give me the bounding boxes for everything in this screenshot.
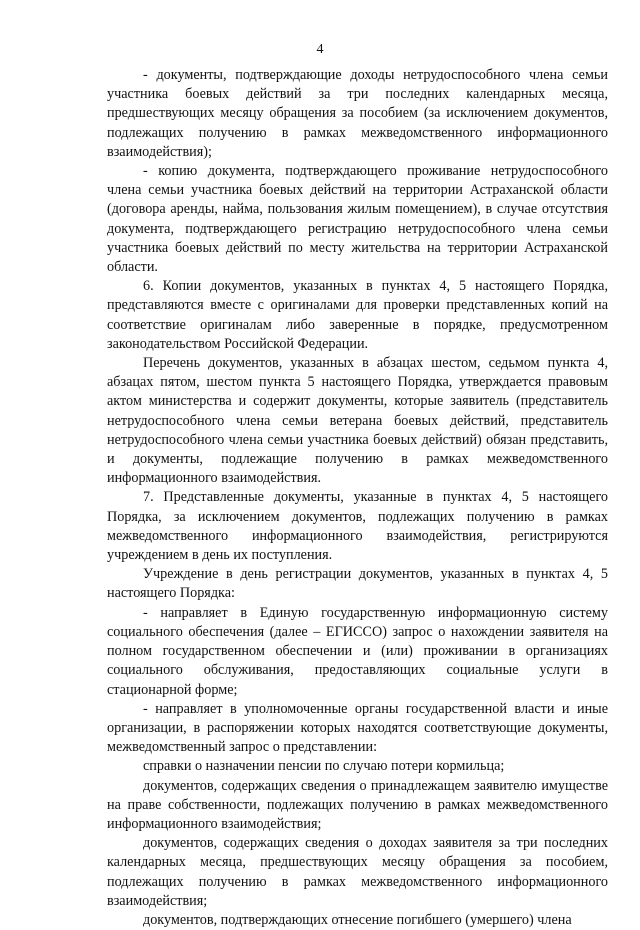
document-body (107, 66, 608, 930)
paragraph-family-member-documents: документов, подтверждающих отнесение погибшего (умершего) члена (143, 911, 572, 928)
paragraph-item-7: 7. Представленные документы, указанные в пунктах 4, 5 настоящего Порядка, за исключением документов, подлежащих получению в рамках межведомственного информационного взаимодействия, регистрируются учреждением в день их поступления. (107, 489, 608, 564)
paragraph-item-6: 6. Копии документов, указанных в пунктах 4, 5 настоящего Порядка, представляются вместе с оригиналами для проверки представленных копий на соответствие оригиналам либо заверенные в порядке, предусмотренном законодательством Российской Федерации. (107, 278, 608, 352)
page-number: 4 (316, 42, 324, 57)
paragraph-property-documents: документов, содержащих сведения о принадлежащем заявителю имуществе на праве собственности, подлежащих получению в рамках межведомственного информационного взаимодействия; (107, 777, 608, 832)
paragraph-residence-document: - копию документа, подтверждающего проживание нетрудоспособного члена семьи участника боевых действий на территории Астраханской области (договора аренды, найма, пользования жилым помещением), в случае отсутствия документа, подтверждающего регистрацию нетрудоспособного члена семьи участника боевых действий по месту жительства на территории Астраханской области. (107, 163, 608, 276)
paragraph-document-list: Перечень документов, указанных в абзацах шестом, седьмом пункта 4, абзацах пятом, шестом пункта 5 настоящего Порядка, утверждается правовым актом министерства и содержит документы, которые заявитель (представитель нетрудоспособного члена семьи ветерана боевых действий, представитель нетрудоспособного члена семьи участника боевых действий) обязан представить, и документы, подлежащие получению в рамках межведомственного информационного взаимодействия. (107, 355, 608, 487)
paragraph-pension-certificate: справки о назначении пенсии по случаю потери кормильца; (143, 758, 505, 775)
paragraph-income-documents: - документы, подтверждающие доходы нетрудоспособного члена семьи участника боевых действий за три последних календарных месяца, предшествующих месяцу обращения за пособием (за исключением документов, подлежащих получению в рамках межведомственного информационного взаимодействия); (107, 67, 608, 160)
paragraph-income-info-documents: документов, содержащих сведения о доходах заявителя за три последних календарных месяца, предшествующих месяцу обращения за пособием, подлежащих получению в рамках межведомственного информационного взаимодействия; (107, 835, 608, 909)
paragraph-registration-day: Учреждение в день регистрации документов, указанных в пунктах 4, 5 настоящего Порядка: (107, 566, 608, 602)
paragraph-egisso-request: - направляет в Единую государственную информационную систему социального обеспечения (далее – ЕГИССО) запрос о нахождении заявителя на полном государственном обеспечении и (или) проживании в организациях социального обслуживания, предоставляющих социальные услуги в стационарной форме; (107, 604, 608, 698)
paragraph-interagency-request: - направляет в уполномоченные органы государственной власти и иные организации, в распоряжении которых находятся соответствующие документы, межведомственный запрос о представлении: (107, 700, 608, 756)
